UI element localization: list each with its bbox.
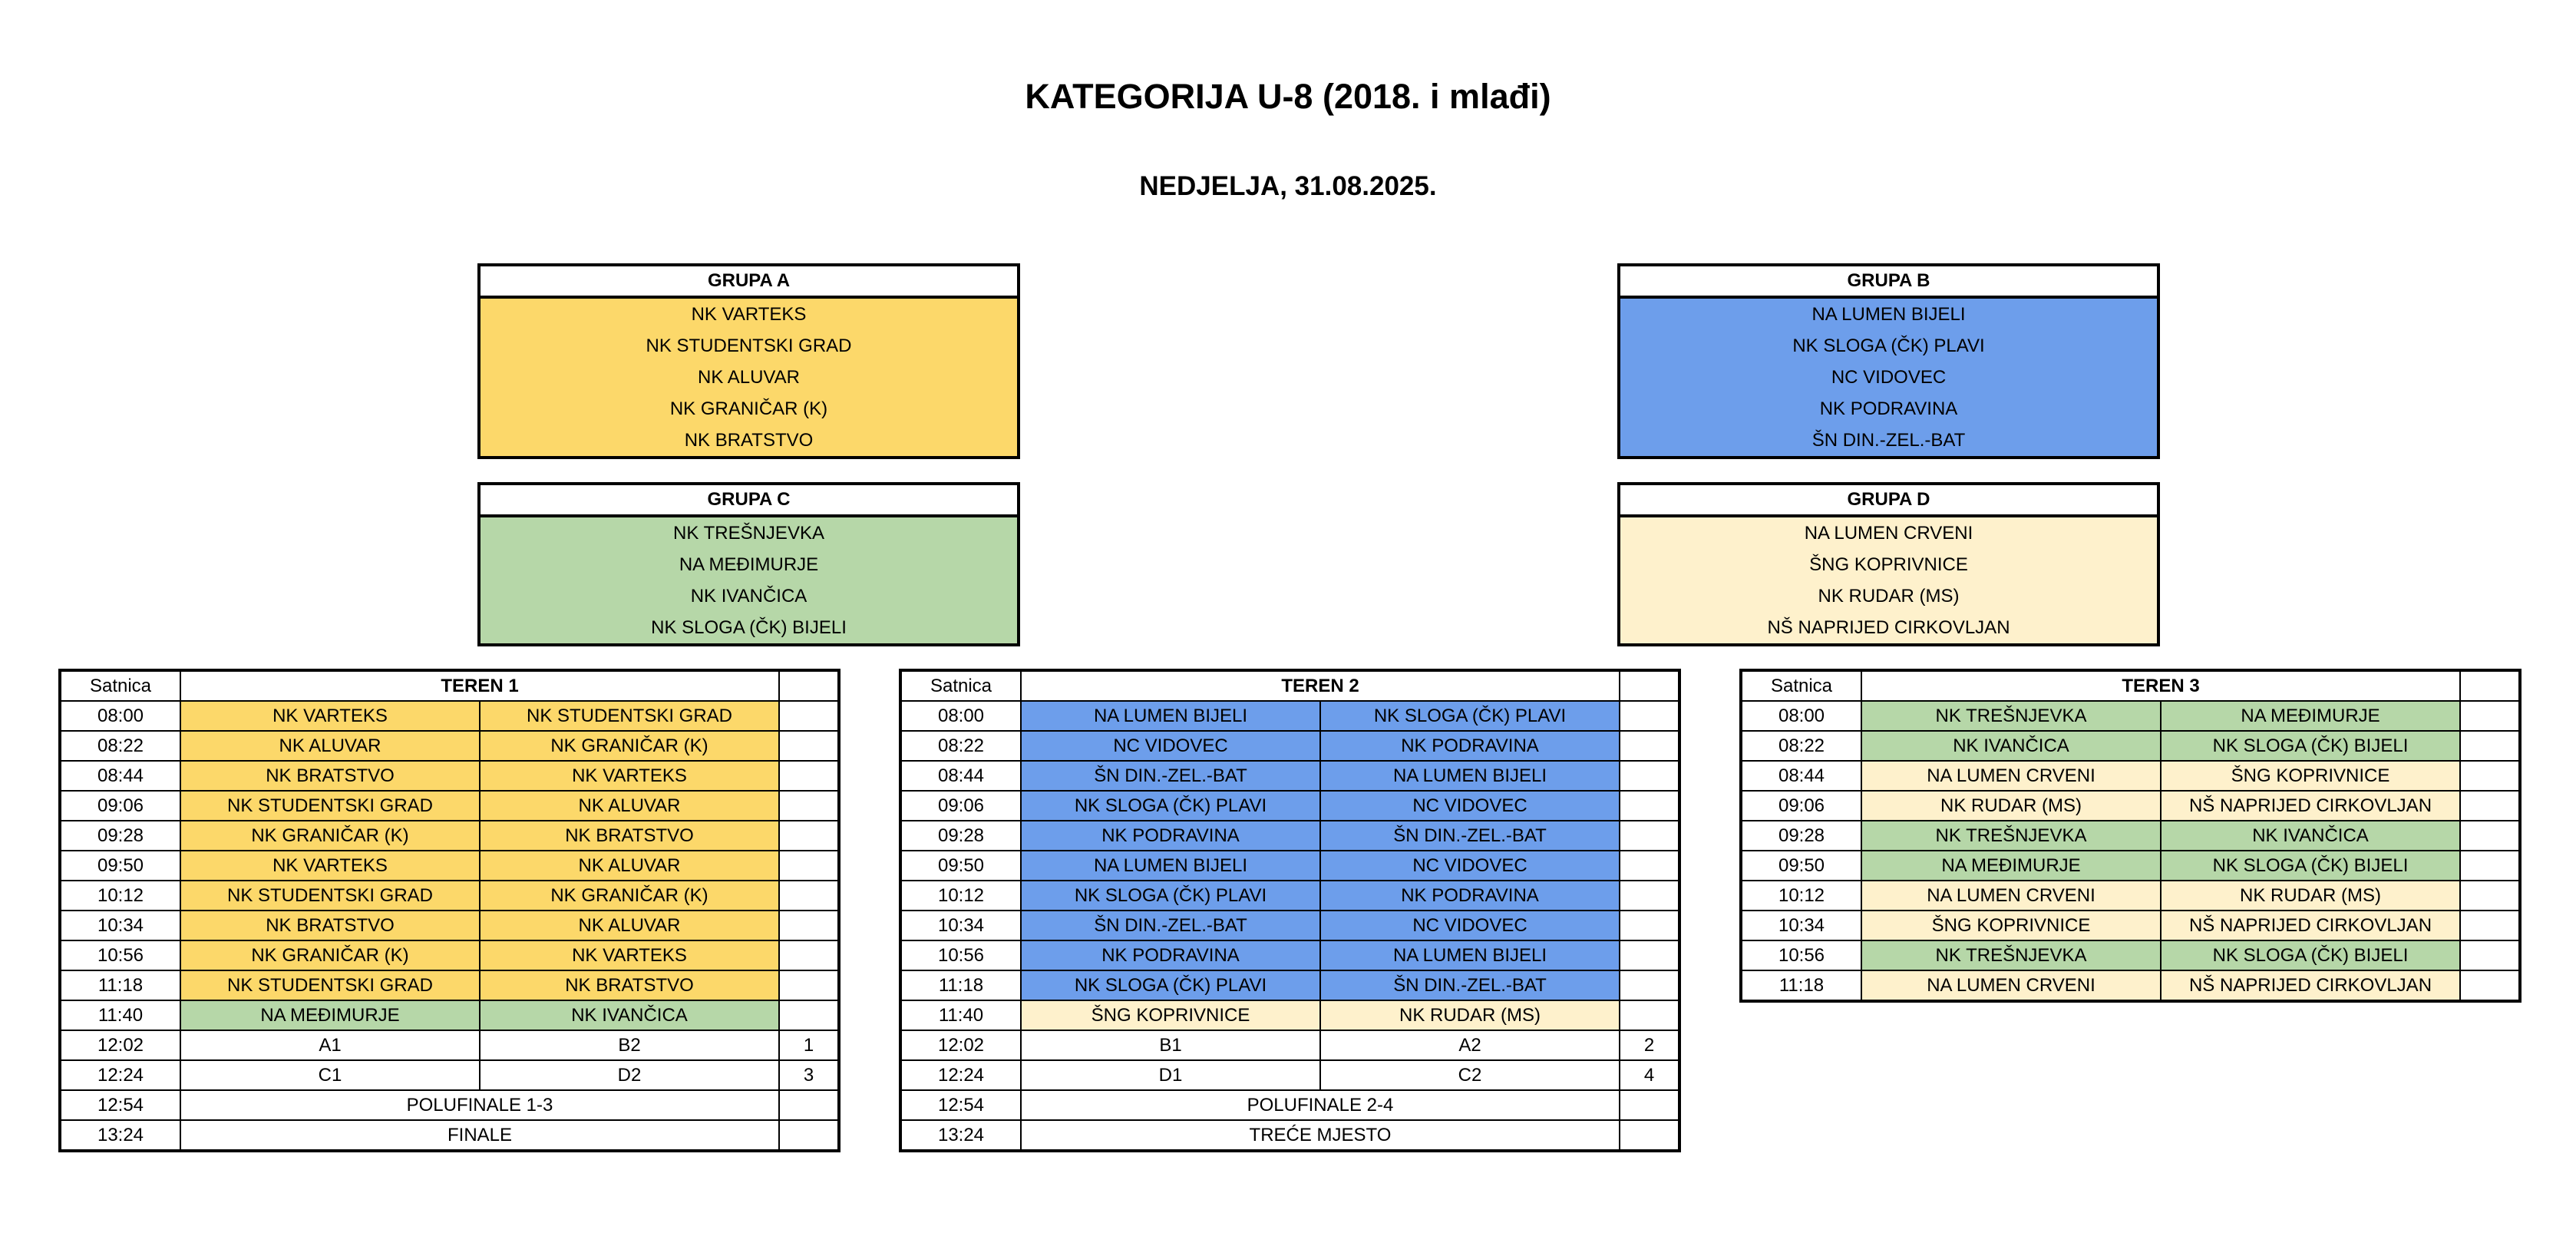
home-team: NA LUMEN CRVENI — [1861, 970, 2161, 1001]
match-row — [60, 1090, 839, 1120]
home-team: NA LUMEN CRVENI — [1861, 761, 2161, 791]
away-team: D2 — [480, 1060, 779, 1090]
match-row — [1741, 791, 2520, 821]
away-team: NK PODRAVINA — [1320, 881, 1620, 911]
time-header: Satnica — [1741, 670, 1861, 701]
match-time: 13:24 — [60, 1120, 180, 1151]
match-row — [1741, 851, 2520, 881]
group-a-header: GRUPA A — [481, 266, 1017, 299]
away-team: C2 — [1320, 1060, 1620, 1090]
field-1-schedule — [58, 669, 841, 1152]
group-c-header: GRUPA C — [481, 485, 1017, 517]
match-row — [1741, 821, 2520, 851]
match-row — [1741, 970, 2520, 1001]
home-team: NK STUDENTSKI GRAD — [180, 970, 480, 1000]
match-time: 13:24 — [900, 1120, 1021, 1151]
group-a-team: NK STUDENTSKI GRAD — [481, 330, 1017, 362]
match-row — [900, 731, 1679, 761]
empty-cell — [2460, 821, 2520, 851]
home-team: ŠNG KOPRIVNICE — [1021, 1000, 1320, 1030]
empty-cell — [2460, 761, 2520, 791]
match-row — [900, 791, 1679, 821]
home-team: NK SLOGA (ČK) PLAVI — [1021, 970, 1320, 1000]
empty-cell — [1620, 701, 1679, 731]
match-time: 09:50 — [60, 851, 180, 881]
match-row — [60, 911, 839, 940]
group-b-team: NK SLOGA (ČK) PLAVI — [1620, 330, 2157, 362]
away-team: NK VARTEKS — [480, 940, 779, 970]
match-number: 2 — [1620, 1030, 1679, 1060]
empty-cell — [2460, 670, 2520, 701]
empty-cell — [2460, 731, 2520, 761]
away-team: ŠN DIN.-ZEL.-BAT — [1320, 821, 1620, 851]
group-d-team: ŠNG KOPRIVNICE — [1620, 549, 2157, 580]
match-row — [1741, 911, 2520, 940]
match-time: 08:00 — [60, 701, 180, 731]
match-row — [1741, 940, 2520, 970]
match-row — [900, 761, 1679, 791]
home-team: NK SLOGA (ČK) PLAVI — [1021, 791, 1320, 821]
match-time: 10:34 — [1741, 911, 1861, 940]
home-team: NK VARTEKS — [180, 701, 480, 731]
match-stage-label: POLUFINALE 2-4 — [1021, 1090, 1620, 1120]
match-time: 08:44 — [900, 761, 1021, 791]
empty-cell — [1620, 791, 1679, 821]
home-team: NK STUDENTSKI GRAD — [180, 791, 480, 821]
home-team: NK TREŠNJEVKA — [1861, 701, 2161, 731]
match-number: 1 — [779, 1030, 839, 1060]
match-row — [60, 701, 839, 731]
match-row — [60, 821, 839, 851]
field-header: TEREN 3 — [1861, 670, 2460, 701]
home-team: NK TREŠNJEVKA — [1861, 940, 2161, 970]
home-team: NK PODRAVINA — [1021, 821, 1320, 851]
page-title: KATEGORIJA U-8 (2018. i mlađi) — [1025, 77, 1551, 116]
match-time: 12:54 — [900, 1090, 1021, 1120]
away-team: NC VIDOVEC — [1320, 851, 1620, 881]
empty-cell — [779, 940, 839, 970]
away-team: NA MEĐIMURJE — [2161, 701, 2460, 731]
match-time: 12:24 — [60, 1060, 180, 1090]
match-row — [900, 701, 1679, 731]
time-header: Satnica — [900, 670, 1021, 701]
group-c-team: NK SLOGA (ČK) BIJELI — [481, 612, 1017, 643]
empty-cell — [2460, 701, 2520, 731]
group-a-box — [477, 263, 1020, 459]
match-time: 10:34 — [60, 911, 180, 940]
match-time: 12:54 — [60, 1090, 180, 1120]
home-team: A1 — [180, 1030, 480, 1060]
match-row — [900, 911, 1679, 940]
group-c-box — [477, 482, 1020, 646]
match-time: 10:12 — [60, 881, 180, 911]
empty-cell — [779, 701, 839, 731]
match-row — [60, 791, 839, 821]
empty-cell — [779, 1120, 839, 1151]
match-number: 4 — [1620, 1060, 1679, 1090]
away-team: NK RUDAR (MS) — [2161, 881, 2460, 911]
group-a-team: NK BRATSTVO — [481, 425, 1017, 456]
home-team: ŠN DIN.-ZEL.-BAT — [1021, 761, 1320, 791]
group-d-team: NK RUDAR (MS) — [1620, 580, 2157, 612]
match-row — [60, 1000, 839, 1030]
empty-cell — [1620, 731, 1679, 761]
match-time: 11:18 — [900, 970, 1021, 1000]
match-time: 09:28 — [900, 821, 1021, 851]
empty-cell — [2460, 970, 2520, 1001]
home-team: NA MEĐIMURJE — [1861, 851, 2161, 881]
match-time: 08:44 — [60, 761, 180, 791]
match-row — [60, 731, 839, 761]
away-team: B2 — [480, 1030, 779, 1060]
match-row — [1741, 701, 2520, 731]
match-row — [900, 1090, 1679, 1120]
away-team: NK BRATSTVO — [480, 821, 779, 851]
match-row — [1741, 761, 2520, 791]
home-team: NA LUMEN BIJELI — [1021, 701, 1320, 731]
home-team: NA LUMEN CRVENI — [1861, 881, 2161, 911]
empty-cell — [779, 791, 839, 821]
match-row — [60, 851, 839, 881]
home-team: NK BRATSTVO — [180, 911, 480, 940]
match-time: 09:50 — [1741, 851, 1861, 881]
field-header: TEREN 2 — [1021, 670, 1620, 701]
match-row — [900, 970, 1679, 1000]
away-team: NK RUDAR (MS) — [1320, 1000, 1620, 1030]
away-team: NA LUMEN BIJELI — [1320, 940, 1620, 970]
empty-cell — [1620, 970, 1679, 1000]
away-team: A2 — [1320, 1030, 1620, 1060]
empty-cell — [2460, 881, 2520, 911]
group-d-team: NA LUMEN CRVENI — [1620, 517, 2157, 549]
away-team: NK ALUVAR — [480, 851, 779, 881]
match-time: 08:44 — [1741, 761, 1861, 791]
match-time: 08:22 — [900, 731, 1021, 761]
home-team: NK IVANČICA — [1861, 731, 2161, 761]
match-time: 11:40 — [900, 1000, 1021, 1030]
empty-cell — [779, 851, 839, 881]
empty-cell — [779, 1000, 839, 1030]
time-header: Satnica — [60, 670, 180, 701]
empty-cell — [2460, 911, 2520, 940]
away-team: NK SLOGA (ČK) BIJELI — [2161, 731, 2460, 761]
away-team: NA LUMEN BIJELI — [1320, 761, 1620, 791]
match-time: 11:18 — [1741, 970, 1861, 1001]
away-team: NK STUDENTSKI GRAD — [480, 701, 779, 731]
match-time: 09:06 — [1741, 791, 1861, 821]
home-team: D1 — [1021, 1060, 1320, 1090]
match-time: 08:00 — [1741, 701, 1861, 731]
away-team: NC VIDOVEC — [1320, 911, 1620, 940]
empty-cell — [1620, 761, 1679, 791]
match-time: 09:06 — [60, 791, 180, 821]
empty-cell — [779, 731, 839, 761]
away-team: NC VIDOVEC — [1320, 791, 1620, 821]
home-team: NK PODRAVINA — [1021, 940, 1320, 970]
match-row — [900, 851, 1679, 881]
group-a-team: NK GRANIČAR (K) — [481, 393, 1017, 425]
empty-cell — [779, 761, 839, 791]
home-team: B1 — [1021, 1030, 1320, 1060]
home-team: NK ALUVAR — [180, 731, 480, 761]
match-row — [60, 1120, 839, 1151]
group-b-team: NC VIDOVEC — [1620, 362, 2157, 393]
match-row — [900, 1060, 1679, 1090]
group-a-team: NK ALUVAR — [481, 362, 1017, 393]
field-3-schedule — [1739, 669, 2522, 1003]
away-team: NK SLOGA (ČK) BIJELI — [2161, 851, 2460, 881]
match-row — [60, 970, 839, 1000]
match-time: 08:00 — [900, 701, 1021, 731]
empty-cell — [1620, 1090, 1679, 1120]
away-team: ŠN DIN.-ZEL.-BAT — [1320, 970, 1620, 1000]
home-team: NA LUMEN BIJELI — [1021, 851, 1320, 881]
match-time: 12:02 — [60, 1030, 180, 1060]
home-team: NC VIDOVEC — [1021, 731, 1320, 761]
group-b-team: ŠN DIN.-ZEL.-BAT — [1620, 425, 2157, 456]
match-time: 09:50 — [900, 851, 1021, 881]
group-b-box — [1617, 263, 2160, 459]
match-row — [900, 1120, 1679, 1151]
group-b-team: NK PODRAVINA — [1620, 393, 2157, 425]
group-c-team: NK IVANČICA — [481, 580, 1017, 612]
match-row — [900, 1030, 1679, 1060]
match-row — [900, 881, 1679, 911]
field-2-schedule — [899, 669, 1681, 1152]
match-stage-label: POLUFINALE 1-3 — [180, 1090, 779, 1120]
match-row — [60, 940, 839, 970]
empty-cell — [1620, 881, 1679, 911]
match-time: 10:34 — [900, 911, 1021, 940]
group-d-box — [1617, 482, 2160, 646]
group-b-team: NA LUMEN BIJELI — [1620, 299, 2157, 330]
home-team: NK VARTEKS — [180, 851, 480, 881]
match-stage-label: TREĆE MJESTO — [1021, 1120, 1620, 1151]
schedule-header-row — [1741, 670, 2520, 701]
match-row — [900, 821, 1679, 851]
away-team: NK SLOGA (ČK) PLAVI — [1320, 701, 1620, 731]
match-time: 11:40 — [60, 1000, 180, 1030]
home-team: NK GRANIČAR (K) — [180, 821, 480, 851]
group-b-header: GRUPA B — [1620, 266, 2157, 299]
match-row — [1741, 731, 2520, 761]
match-time: 10:56 — [60, 940, 180, 970]
match-row — [60, 881, 839, 911]
home-team: NK RUDAR (MS) — [1861, 791, 2161, 821]
home-team: ŠNG KOPRIVNICE — [1861, 911, 2161, 940]
match-time: 12:24 — [900, 1060, 1021, 1090]
empty-cell — [1620, 821, 1679, 851]
empty-cell — [779, 911, 839, 940]
away-team: NK SLOGA (ČK) BIJELI — [2161, 940, 2460, 970]
away-team: NK VARTEKS — [480, 761, 779, 791]
empty-cell — [1620, 670, 1679, 701]
match-time: 11:18 — [60, 970, 180, 1000]
empty-cell — [1620, 851, 1679, 881]
match-time: 08:22 — [1741, 731, 1861, 761]
match-number: 3 — [779, 1060, 839, 1090]
match-row — [60, 1030, 839, 1060]
empty-cell — [2460, 851, 2520, 881]
match-time: 12:02 — [900, 1030, 1021, 1060]
empty-cell — [779, 881, 839, 911]
home-team: NK TREŠNJEVKA — [1861, 821, 2161, 851]
away-team: NK PODRAVINA — [1320, 731, 1620, 761]
away-team: NK BRATSTVO — [480, 970, 779, 1000]
away-team: NK IVANČICA — [2161, 821, 2460, 851]
group-d-header: GRUPA D — [1620, 485, 2157, 517]
away-team: ŠNG KOPRIVNICE — [2161, 761, 2460, 791]
match-time: 09:28 — [1741, 821, 1861, 851]
home-team: NA MEĐIMURJE — [180, 1000, 480, 1030]
away-team: NK ALUVAR — [480, 911, 779, 940]
away-team: NK GRANIČAR (K) — [480, 731, 779, 761]
group-d-team: NŠ NAPRIJED CIRKOVLJAN — [1620, 612, 2157, 643]
empty-cell — [2460, 791, 2520, 821]
match-time: 10:12 — [900, 881, 1021, 911]
match-row — [900, 1000, 1679, 1030]
home-team: NK SLOGA (ČK) PLAVI — [1021, 881, 1320, 911]
empty-cell — [779, 821, 839, 851]
empty-cell — [1620, 940, 1679, 970]
empty-cell — [779, 1090, 839, 1120]
match-time: 10:12 — [1741, 881, 1861, 911]
schedule-header-row — [60, 670, 839, 701]
home-team: ŠN DIN.-ZEL.-BAT — [1021, 911, 1320, 940]
empty-cell — [779, 670, 839, 701]
schedule-header-row — [900, 670, 1679, 701]
empty-cell — [1620, 911, 1679, 940]
match-row — [60, 1060, 839, 1090]
away-team: NŠ NAPRIJED CIRKOVLJAN — [2161, 791, 2460, 821]
away-team: NK ALUVAR — [480, 791, 779, 821]
match-row — [1741, 881, 2520, 911]
group-a-team: NK VARTEKS — [481, 299, 1017, 330]
away-team: NK GRANIČAR (K) — [480, 881, 779, 911]
match-row — [60, 761, 839, 791]
home-team: C1 — [180, 1060, 480, 1090]
away-team: NŠ NAPRIJED CIRKOVLJAN — [2161, 970, 2460, 1001]
match-time: 09:06 — [900, 791, 1021, 821]
field-header: TEREN 1 — [180, 670, 779, 701]
group-c-team: NA MEĐIMURJE — [481, 549, 1017, 580]
home-team: NK BRATSTVO — [180, 761, 480, 791]
match-row — [900, 940, 1679, 970]
match-time: 09:28 — [60, 821, 180, 851]
match-time: 10:56 — [900, 940, 1021, 970]
empty-cell — [779, 970, 839, 1000]
empty-cell — [1620, 1120, 1679, 1151]
home-team: NK GRANIČAR (K) — [180, 940, 480, 970]
away-team: NŠ NAPRIJED CIRKOVLJAN — [2161, 911, 2460, 940]
empty-cell — [2460, 940, 2520, 970]
group-c-team: NK TREŠNJEVKA — [481, 517, 1017, 549]
match-stage-label: FINALE — [180, 1120, 779, 1151]
page-subtitle: NEDJELJA, 31.08.2025. — [1139, 171, 1437, 201]
home-team: NK STUDENTSKI GRAD — [180, 881, 480, 911]
away-team: NK IVANČICA — [480, 1000, 779, 1030]
empty-cell — [1620, 1000, 1679, 1030]
match-time: 10:56 — [1741, 940, 1861, 970]
match-time: 08:22 — [60, 731, 180, 761]
